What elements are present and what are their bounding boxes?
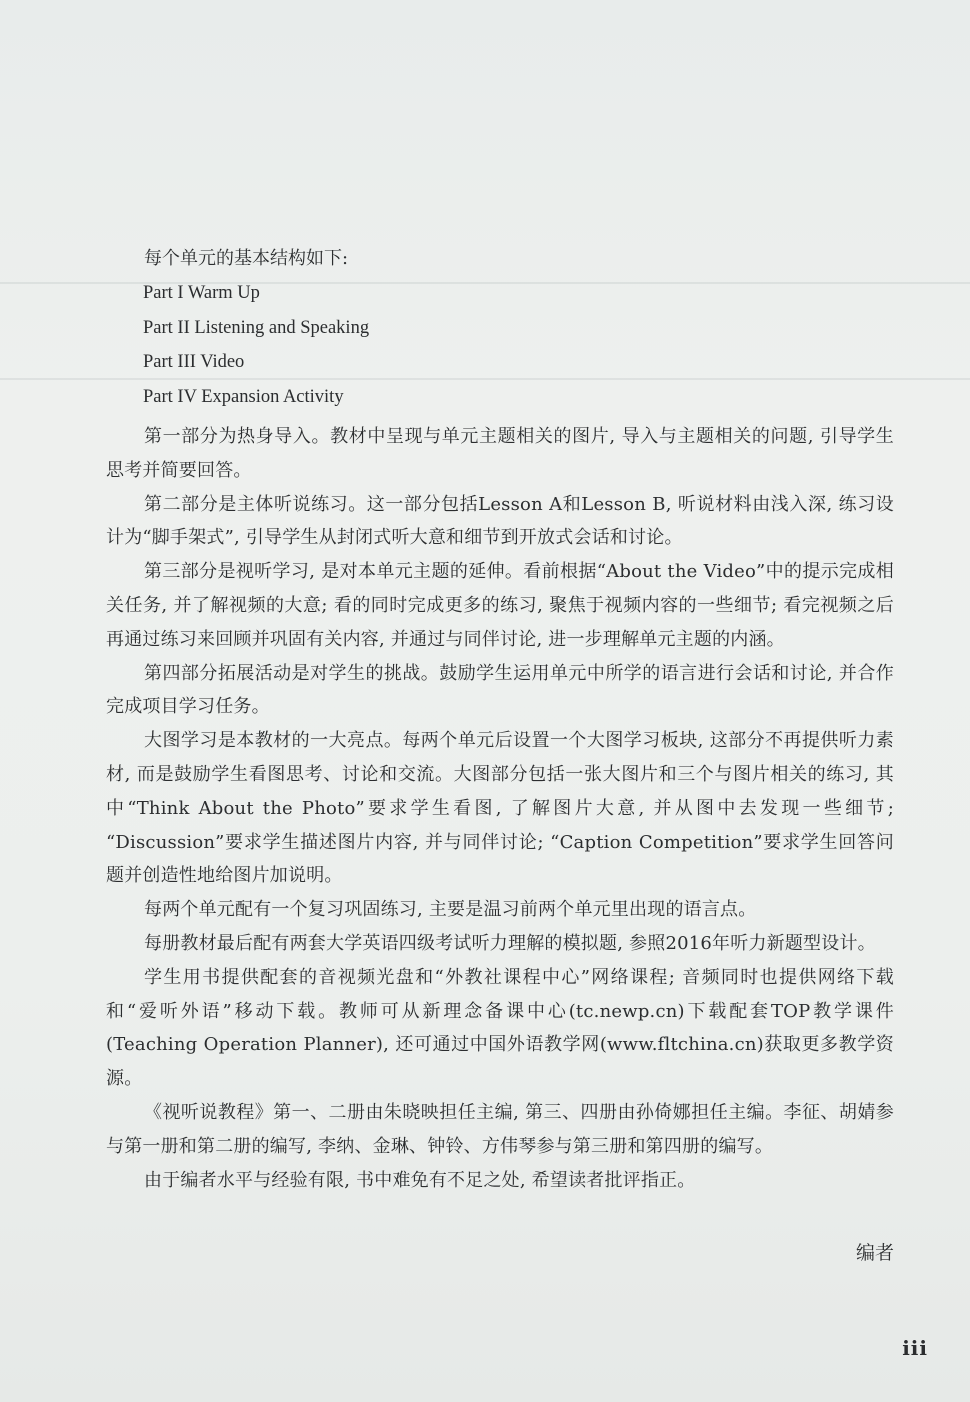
structure-intro: 每个单元的基本结构如下: bbox=[144, 248, 349, 269]
paragraph-closing: 由于编者水平与经验有限, 书中难免有不足之处, 希望读者批评指正。 bbox=[144, 1169, 696, 1191]
preface-body bbox=[106, 420, 894, 1197]
part-item: Part I Warm Up bbox=[143, 283, 260, 303]
paragraph-resources: 学生用书提供配套的音视频光盘和“外教社课程中心”网络课程; 音频同时也提供网络下载和“爱听外语”移动下载。教师可从新理念备课中心(tc.newp.cn)下载配套TOP教学课件(Teaching Operation Planner), 还可通过中国外语教学网(www.fltchina.cn)获取更多教学资源。 bbox=[106, 966, 894, 1090]
parts-list bbox=[107, 276, 897, 414]
paragraph-big-picture: 大图学习是本教材的一大亮点。每两个单元后设置一个大图学习板块, 这部分不再提供听力素材, 而是鼓励学生看图思考、讨论和交流。大图部分包括一张大图片和三个与图片相关的练习, 其中“Think About the Photo”要求学生看图, 了解图片大意, 并从图中去发现一些细节; “Discussion”要求学生描述图片内容, 并与同伴讨论; “Caption Competition”要求学生回答问题并创造性地给图片加说明。 bbox=[106, 730, 894, 887]
part-item: Part IV Expansion Activity bbox=[143, 386, 344, 407]
paragraph-video: 第三部分是视听学习, 是对本单元主题的延伸。看前根据“About the Video”中的提示完成相关任务, 并了解视频的大意; 看的同时完成更多的练习, 聚焦于视频内容的一些细节; 看完视频之后再通过练习来回顾并巩固有关内容, 并通过与同伴讨论, 进一步理解单元主题的内涵。 bbox=[106, 561, 894, 650]
page-number: iii bbox=[902, 1336, 928, 1360]
paragraph-expansion: 第四部分拓展活动是对学生的挑战。鼓励学生运用单元中所学的语言进行会话和讨论, 并合作完成项目学习任务。 bbox=[106, 662, 894, 718]
paragraph-listening: 第二部分是主体听说练习。这一部分包括Lesson A和Lesson B, 听说材料由浅入深, 练习设计为“脚手架式”, 引导学生从封闭式听大意和细节到开放式会话和讨论。 bbox=[106, 493, 894, 549]
paragraph-warmup: 第一部分为热身导入。教材中呈现与单元主题相关的图片, 导入与主题相关的问题, 引导学生思考并简要回答。 bbox=[106, 426, 894, 481]
signature: 编者 bbox=[855, 1242, 894, 1264]
paragraph-editors: 《视听说教程》第一、二册由朱晓映担任主编, 第三、四册由孙倚娜担任主编。李征、胡婧参与第一册和第二册的编写, 李纳、金琳、钟铃、方伟琴参与第三册和第四册的编写。 bbox=[106, 1101, 894, 1157]
part-item: Part III Video bbox=[143, 352, 245, 372]
part-item: Part II Listening and Speaking bbox=[143, 317, 370, 338]
paragraph-cet4: 每册教材最后配有两套大学英语四级考试听力理解的模拟题, 参照2016年听力新题型设计。 bbox=[144, 932, 876, 954]
paragraph-review: 每两个单元配有一个复习巩固练习, 主要是温习前两个单元里出现的语言点。 bbox=[144, 899, 757, 921]
unit-structure bbox=[107, 242, 897, 414]
